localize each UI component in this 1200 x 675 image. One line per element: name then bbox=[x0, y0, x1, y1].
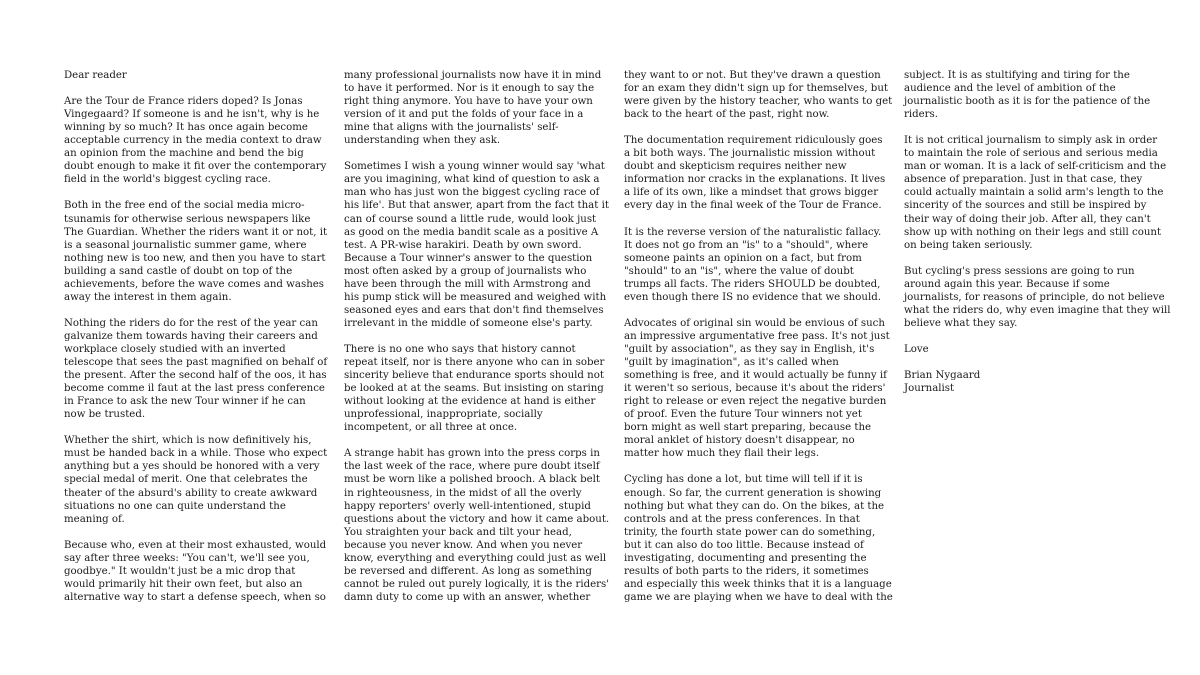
text-line: Love bbox=[904, 343, 929, 355]
text-line: You straighten your back and tilt your head, bbox=[344, 526, 572, 538]
text-line: enough. So far, the current generation is showing bbox=[624, 487, 882, 499]
text-line: journalistic booth as it is for the patience of the bbox=[904, 96, 1151, 108]
text-line: Because a Tour winner's answer to the question bbox=[344, 252, 593, 264]
text-line: trumps all facts. The riders SHOULD be doubted, bbox=[624, 278, 881, 290]
text-line: damn duty to come up with an answer, whether bbox=[344, 591, 591, 603]
text-line: winning by so much? It has once again become bbox=[64, 122, 308, 134]
text-line: someone paints an opinion on a fact, but from bbox=[624, 252, 862, 264]
text-line: right to release or even reject the negative burden bbox=[624, 396, 887, 408]
paragraph-break bbox=[624, 213, 878, 226]
text-line: would primarily hit their own feet, but also an bbox=[64, 578, 303, 590]
text-line: unprofessional, inappropriate, socially bbox=[344, 409, 543, 421]
text-line: Dear reader bbox=[64, 70, 127, 81]
text-line: of proof. Even the future Tour winners not yet bbox=[624, 409, 862, 421]
text-line: It is the reverse version of the naturalistic fallacy. bbox=[624, 226, 882, 238]
text-line: The Guardian. Whether the riders want it or not, it bbox=[64, 226, 328, 238]
text-line: theater of the absurd's ability to create awkward bbox=[64, 487, 318, 499]
text-line: results of both parts to the riders, it sometimes bbox=[624, 565, 869, 577]
text-line: workplace closely studied with an inverted bbox=[64, 343, 286, 355]
text-line: for an exam they didn't sign up for themselves, but bbox=[624, 83, 888, 95]
text-line: Cycling has done a lot, but time will tell if it is bbox=[624, 474, 863, 486]
text-line: right thing anymore. You have to have your own bbox=[344, 96, 593, 108]
text-line: say after three weeks: "You can't, we'll see you, bbox=[64, 552, 310, 564]
text-line: believe what they say. bbox=[904, 317, 1018, 329]
text-line: version of it and put the folds of your face in a bbox=[344, 109, 584, 121]
text-line: mine that aligns with the journalists' self- bbox=[344, 122, 559, 134]
paragraph-break bbox=[904, 330, 1158, 343]
text-line: Whether the shirt, which is now definitively his, bbox=[64, 435, 312, 447]
text-line: know, everything and everything could just as well bbox=[344, 552, 607, 564]
text-line: his pump stick will be measured and weighed with bbox=[344, 291, 607, 303]
text-line: were given by the history teacher, who wants to get bbox=[624, 96, 893, 108]
text-line: a life of its own, like a mindset that grows bigger bbox=[624, 187, 879, 199]
paragraph-break bbox=[624, 304, 878, 317]
paragraph-break bbox=[624, 460, 878, 473]
text-line: alternative way to start a defense speech, when so bbox=[64, 591, 326, 603]
text-line: goodbye." It wouldn't just be a mic drop that bbox=[64, 565, 296, 577]
text-line: anything but a yes should be honored with a very bbox=[64, 461, 320, 473]
text-line: A strange habit has grown into the press corps in bbox=[344, 448, 600, 460]
text-line: sincerity of the sources and still be inspired by bbox=[904, 200, 1147, 212]
text-line: Brian Nygaard bbox=[904, 370, 981, 382]
paragraph-break bbox=[64, 186, 318, 199]
text-line: Vingegaard? If someone is and he isn't, why is he bbox=[64, 109, 320, 121]
text-column-2 bbox=[344, 69, 610, 604]
paragraph-break bbox=[64, 421, 318, 434]
text-line: test. A PR-wise harakiri. Death by own sword. bbox=[344, 239, 582, 251]
text-line: away the interest in them again. bbox=[64, 291, 232, 303]
text-column-1 bbox=[64, 69, 328, 604]
text-line: the present. After the second half of the oos, it has bbox=[64, 370, 327, 382]
text-line: It does not go from an "is" to a "should", where bbox=[624, 239, 869, 251]
text-line: it weren't so serious, because it's about the riders' bbox=[624, 383, 886, 395]
text-line: born might as well start preparing, because the bbox=[624, 422, 872, 434]
text-line: Because who, even at their most exhausted, would bbox=[64, 539, 327, 551]
text-line: without looking at the evidence at hand is either bbox=[344, 396, 596, 408]
text-line: on being taken seriously. bbox=[904, 239, 1033, 251]
text-column-3 bbox=[624, 69, 893, 604]
text-line: man who has just won the biggest cycling race of bbox=[344, 187, 600, 199]
text-line: matter how much they flail their legs. bbox=[624, 448, 820, 460]
text-line: understanding when they ask. bbox=[344, 135, 501, 147]
text-line: must be worn like a polished brooch. A black belt bbox=[344, 474, 600, 486]
text-line: in France to ask the new Tour winner if he can bbox=[64, 396, 306, 408]
text-line: absence of preparation. Just in that case, they bbox=[904, 174, 1143, 186]
text-line: nothing new is too new, and then you have to start bbox=[64, 252, 326, 264]
text-line: But cycling's press sessions are going to run bbox=[904, 265, 1135, 277]
text-line: their way of doing their job. After all, they can't bbox=[904, 213, 1151, 225]
paragraph-break bbox=[64, 82, 318, 95]
text-line: an opinion from the machine and bend the big bbox=[64, 148, 304, 160]
text-line: be reversed and different. As long as something bbox=[344, 565, 592, 577]
text-line: Both in the free end of the social media micro- bbox=[64, 200, 305, 212]
text-line: tsunamis for otherwise serious newspapers like bbox=[64, 213, 311, 225]
text-line: information nor cracks in the explanations. It lives bbox=[624, 174, 886, 186]
text-line: Sometimes I wish a young winner would say 'what bbox=[344, 161, 605, 173]
paragraph-break bbox=[64, 526, 318, 539]
text-line: around again this year. Because if some bbox=[904, 278, 1110, 290]
text-line: meaning of. bbox=[64, 513, 125, 525]
paragraph-break bbox=[904, 356, 1158, 369]
text-line: galvanize them towards having their careers and bbox=[64, 330, 318, 342]
text-line: can of course sound a little rude, would look just bbox=[344, 213, 597, 225]
text-line: something is free, and it would actually be funny if bbox=[624, 370, 887, 382]
text-column-4 bbox=[904, 69, 1171, 395]
text-line: special medal of merit. One that celebrates the bbox=[64, 474, 308, 486]
text-line: situations no one can quite understand the bbox=[64, 500, 286, 512]
text-line: his life'. But that answer, apart from the fact that it bbox=[344, 200, 609, 212]
text-line: questions about the victory and how it came about. bbox=[344, 513, 610, 525]
text-line: as good on the media bandit scale as a positive A bbox=[344, 226, 599, 238]
text-line: to have it performed. Nor is it enough to say the bbox=[344, 83, 595, 95]
text-line: could actually maintain a solid arm's length to the bbox=[904, 187, 1164, 199]
text-line: to maintain the role of serious and serious media bbox=[904, 148, 1158, 160]
text-line: doubt and skepticism requires neither new bbox=[624, 161, 847, 173]
text-line: controls and at the press conferences. In that bbox=[624, 513, 860, 525]
text-line: audience and the level of ambition of the bbox=[904, 83, 1116, 95]
text-line: now be trusted. bbox=[64, 409, 146, 421]
text-line: man or woman. It is a lack of self-criticism and the bbox=[904, 161, 1167, 173]
text-line: It is not critical journalism to simply ask in order bbox=[904, 135, 1158, 147]
text-line: Advocates of original sin would be envious of such bbox=[624, 317, 885, 329]
text-line: because you never know. And when you never bbox=[344, 539, 583, 551]
text-line: in righteousness, in the midst of all the overly bbox=[344, 487, 582, 499]
text-line: sincerity believe that endurance sports should not bbox=[344, 370, 604, 382]
text-line: but it can also do too little. Because instead of bbox=[624, 539, 864, 551]
paragraph-break bbox=[344, 330, 598, 343]
paragraph-break bbox=[624, 121, 878, 134]
text-line: the last week of the race, where pure doubt itself bbox=[344, 461, 600, 473]
text-line: repeat itself, nor is there anyone who can in sober bbox=[344, 357, 605, 369]
text-line: acceptable currency in the media context to draw bbox=[64, 135, 322, 147]
paragraph-break bbox=[344, 434, 598, 447]
text-line: back to the heart of the past, right now. bbox=[624, 109, 830, 121]
text-line: show up with nothing on their legs and still count bbox=[904, 226, 1162, 238]
text-line: riders. bbox=[904, 109, 939, 121]
text-line: seasoned eyes and ears that don't find themselves bbox=[344, 304, 604, 316]
text-line: irrelevant in the middle of someone else's party. bbox=[344, 317, 593, 329]
text-line: trinity, the fourth state power can do something, bbox=[624, 526, 876, 538]
text-line: game we are playing when we have to deal with the bbox=[624, 591, 893, 603]
text-line: achievements, before the wave comes and washes bbox=[64, 278, 325, 290]
paragraph-break bbox=[904, 121, 1158, 134]
paragraph-break bbox=[344, 147, 598, 160]
text-line: Are the Tour de France riders doped? Is Jonas bbox=[64, 96, 303, 108]
text-line: subject. It is as stultifying and tiring for the bbox=[904, 70, 1130, 81]
text-line: building a sand castle of doubt on top of the bbox=[64, 265, 293, 277]
text-line: and especially this week thinks that it is a language bbox=[624, 578, 892, 590]
text-line: what the riders do, why even imagine that they will bbox=[904, 304, 1171, 316]
text-line: every day in the final week of the Tour de France. bbox=[624, 200, 882, 212]
paragraph-break bbox=[904, 252, 1158, 265]
text-line: have been through the mill with Armstrong and bbox=[344, 278, 591, 290]
text-line: Nothing the riders do for the rest of the year can bbox=[64, 317, 318, 329]
text-line: moral anklet of history doesn't disappear, no bbox=[624, 435, 855, 447]
text-line: "guilt by association", as they say in English, it's bbox=[624, 343, 875, 355]
text-line: cannot be ruled out purely logically, it is the riders' bbox=[344, 578, 610, 590]
text-line: field in the world's biggest cycling race. bbox=[64, 174, 271, 186]
text-line: an impressive argumentative free pass. It's not just bbox=[624, 330, 890, 342]
text-line: The documentation requirement ridiculously goes bbox=[624, 135, 883, 147]
text-line: There is no one who says that history cannot bbox=[344, 343, 576, 355]
text-line: "guilt by imagination", as it's called when bbox=[624, 357, 839, 369]
text-line: nothing but what they can do. On the bikes, at the bbox=[624, 500, 885, 512]
text-line: a bit both ways. The journalistic mission without bbox=[624, 148, 876, 160]
text-line: investigating, documenting and presenting the bbox=[624, 552, 867, 564]
text-line: be looked at at the seams. But insisting on staring bbox=[344, 383, 604, 395]
text-line: are you imagining, what kind of question to ask a bbox=[344, 174, 600, 186]
text-line: many professional journalists now have it in mind bbox=[344, 70, 602, 81]
text-line: journalists, for reasons of principle, do not believe bbox=[904, 291, 1165, 303]
text-line: incompetent, or all three at once. bbox=[344, 422, 518, 434]
text-line: become comme il faut at the last press conference bbox=[64, 383, 325, 395]
text-line: doubt enough to make it fit over the contemporary bbox=[64, 161, 327, 173]
paragraph-break bbox=[64, 304, 318, 317]
text-line: "should" to an "is", where the value of doubt bbox=[624, 265, 854, 277]
text-line: is a seasonal journalistic summer game, where bbox=[64, 239, 307, 251]
text-line: happy reporters' overly well-intentioned, stupid bbox=[344, 500, 591, 512]
text-line: even though there IS no evidence that we should. bbox=[624, 291, 881, 303]
text-line: they want to or not. But they've drawn a question bbox=[624, 70, 881, 81]
text-line: most often asked by a group of journalists who bbox=[344, 265, 587, 277]
text-line: telescope that sees the past magnified on behalf of bbox=[64, 357, 328, 369]
text-line: Journalist bbox=[904, 383, 955, 395]
text-line: must be handed back in a while. Those who expect bbox=[64, 448, 328, 460]
